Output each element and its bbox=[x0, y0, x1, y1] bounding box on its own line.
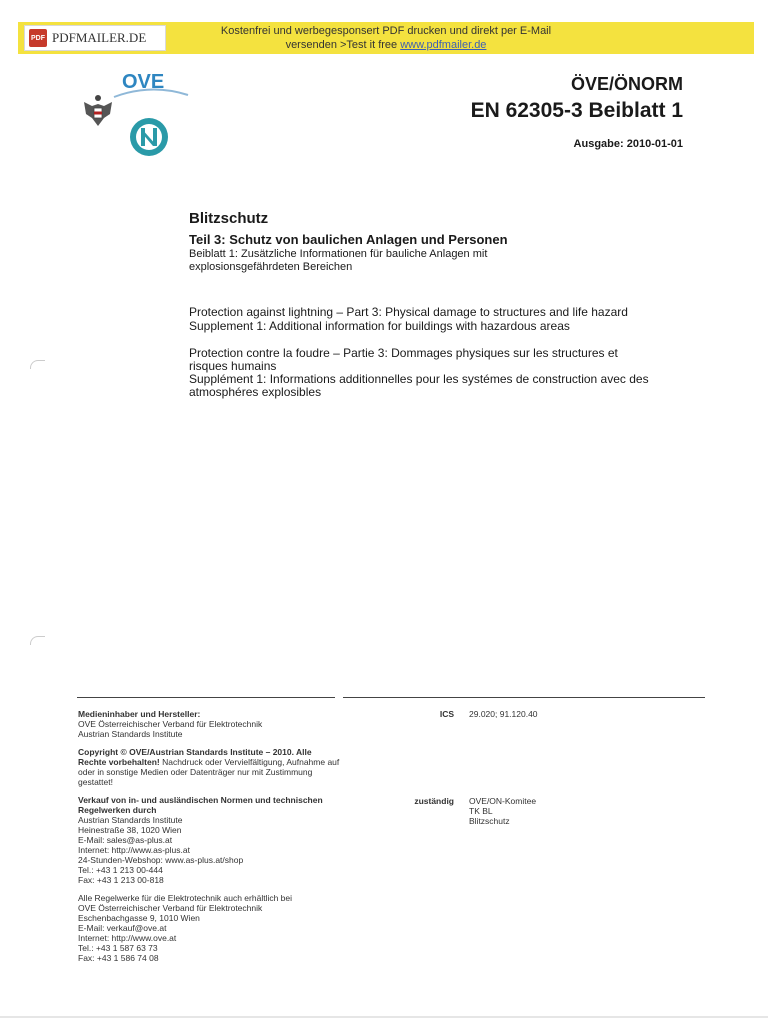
ove-logo bbox=[112, 69, 190, 101]
french-title-line-2: Supplément 1: Informations additionnelles pour les systémes de construction avec des atmosphéres explosibles bbox=[189, 372, 649, 399]
sales-block bbox=[78, 795, 340, 885]
ove-contact-line: Eschenbachgasse 9, 1010 Wien bbox=[78, 913, 200, 923]
ove-contact-block bbox=[78, 893, 340, 963]
english-title-line-1: Protection against lightning – Part 3: Physical damage to structures and life hazard bbox=[189, 305, 628, 319]
french-title bbox=[189, 347, 649, 399]
austrian-eagle-icon bbox=[78, 92, 118, 132]
english-title-line-2: Supplement 1: Additional information for buildings with hazardous areas bbox=[189, 319, 570, 333]
publisher-line: Austrian Standards Institute bbox=[78, 729, 183, 739]
sales-line: E-Mail: sales@as-plus.at bbox=[78, 835, 173, 845]
french-title-line-1: Protection contre la foudre – Partie 3: Dommages physiques sur les structures et risques humains bbox=[189, 346, 618, 373]
responsible-value bbox=[469, 796, 709, 826]
responsible-line: OVE/ON-Komitee bbox=[469, 796, 537, 806]
on-austrian-standards-logo bbox=[126, 116, 172, 158]
document-part-title: Teil 3: Schutz von baulichen Anlagen und Personen bbox=[189, 232, 508, 247]
english-title bbox=[189, 305, 659, 333]
supplement-title: Beiblatt 1: Zusätzliche Informationen für bauliche Anlagen mit explosionsgefährdeten Bereichen bbox=[189, 248, 488, 273]
ove-contact-line: E-Mail: verkauf@ove.at bbox=[78, 923, 167, 933]
ove-contact-line: Tel.: +43 1 587 63 73 bbox=[78, 943, 158, 953]
banner-line-2 bbox=[186, 38, 586, 52]
pdfmailer-logo-text: PDFMAILER.DE bbox=[52, 30, 147, 45]
ove-contact-line: OVE Österreichischer Verband für Elektrotechnik bbox=[78, 903, 263, 913]
responsible-line: Blitzschutz bbox=[469, 816, 510, 826]
sales-line: Heinestraße 38, 1020 Wien bbox=[78, 825, 182, 835]
sales-line: 24-Stunden-Webshop: www.as-plus.at/shop bbox=[78, 855, 244, 865]
publisher-line: OVE Österreichischer Verband für Elektrotechnik bbox=[78, 719, 263, 729]
publisher-heading: Medieninhaber und Hersteller: bbox=[78, 709, 201, 719]
divider bbox=[77, 697, 335, 698]
sales-line: Internet: http://www.as-plus.at bbox=[78, 845, 190, 855]
banner-message bbox=[186, 24, 586, 52]
ove-contact-line: Alle Regelwerke für die Elektrotechnik auch erhältlich bei bbox=[78, 893, 293, 903]
divider bbox=[343, 697, 705, 698]
banner-line-1: Kostenfrei und werbegesponsert PDF drucken und direkt per E-Mail bbox=[220, 25, 552, 37]
pdfmailer-link[interactable]: www.pdfmailer.de bbox=[400, 39, 487, 51]
page-edge bbox=[0, 1016, 768, 1018]
responsible-label: zuständig bbox=[414, 796, 454, 806]
banner-line-2-prefix: versenden >Test it free bbox=[285, 39, 401, 51]
sales-line: Fax: +43 1 213 00-818 bbox=[78, 875, 164, 885]
scan-punch-mark bbox=[30, 360, 45, 369]
ove-contact-line: Internet: http://www.ove.at bbox=[78, 933, 177, 943]
publisher-block bbox=[78, 709, 340, 739]
sales-line: Tel.: +43 1 213 00-444 bbox=[78, 865, 163, 875]
copyright-notice: Copyright © OVE/Austrian Standards Institute – 2010. Alle Rechte vorbehalten! bbox=[78, 747, 312, 767]
ad-banner bbox=[18, 22, 754, 54]
pdfmailer-logo[interactable] bbox=[24, 25, 166, 51]
pdf-icon: PDF bbox=[29, 29, 47, 47]
sales-heading: Verkauf von in- und ausländischen Normen und technischen Regelwerken durch bbox=[78, 795, 323, 815]
copyright-text: Nachdruck oder Vervielfältigung, Aufnahme auf oder in sonstige Medien oder Datenträger nur mit Zustimmung gestattet! bbox=[78, 757, 340, 787]
ove-contact-line: Fax: +43 1 586 74 08 bbox=[78, 953, 159, 963]
ics-label: ICS bbox=[439, 709, 454, 719]
scan-punch-mark bbox=[30, 636, 45, 645]
standard-number: EN 62305-3 Beiblatt 1 bbox=[470, 99, 683, 122]
responsible-line: TK BL bbox=[469, 806, 493, 816]
ove-logo-text: OVE bbox=[122, 71, 165, 93]
ics-value: 29.020; 91.120.40 bbox=[469, 709, 538, 719]
sales-line: Austrian Standards Institute bbox=[78, 815, 183, 825]
standard-organization: ÖVE/ÖNORM bbox=[570, 74, 683, 94]
edition-date: Ausgabe: 2010-01-01 bbox=[573, 138, 683, 150]
copyright-block bbox=[78, 747, 340, 787]
document-title: Blitzschutz bbox=[189, 210, 269, 227]
imprint bbox=[78, 709, 340, 963]
